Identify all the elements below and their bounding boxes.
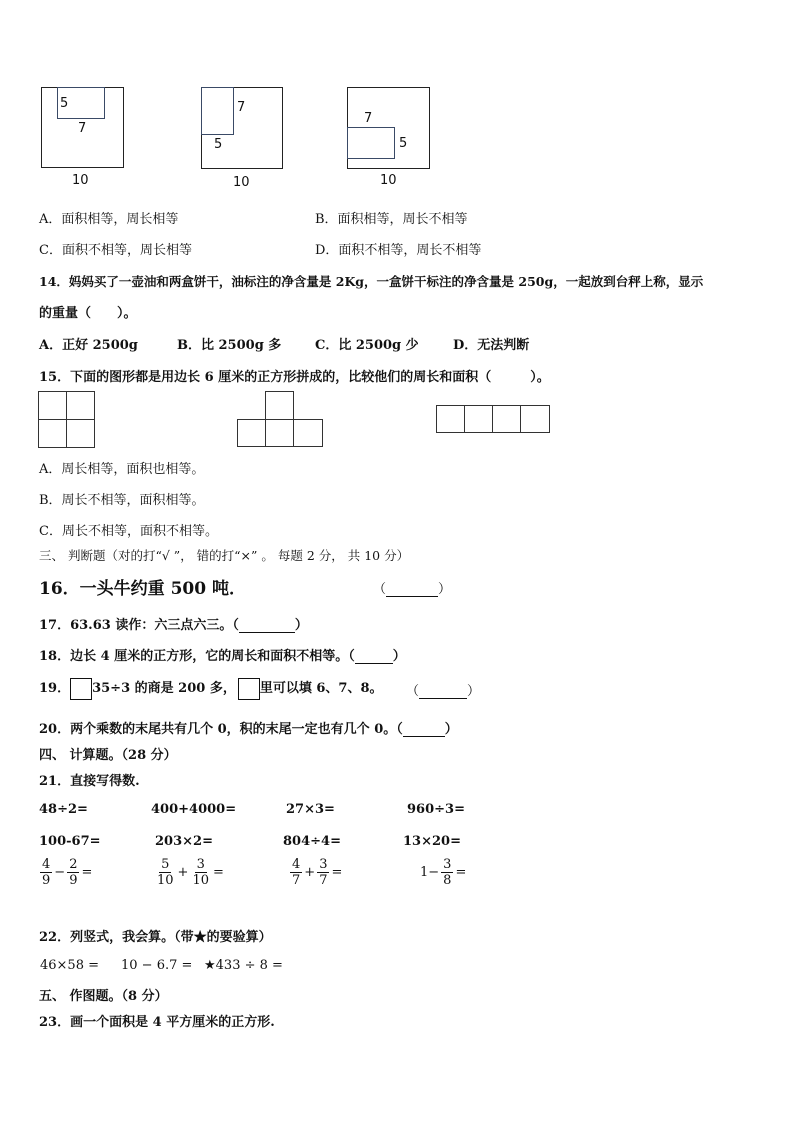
q18 (39, 645, 406, 664)
q21-item: 27×3= (286, 802, 335, 817)
numerator: 3 (319, 857, 328, 872)
q22-title: 22．列竖式，我会算。（带★的要验算） (39, 930, 272, 945)
equals: = (331, 865, 343, 880)
q21-title: 21．直接写得数. (39, 774, 140, 789)
denominator: 8 (443, 873, 452, 888)
answer-blank[interactable] (419, 686, 467, 699)
whole-minus: 1− (420, 865, 440, 880)
figure-label: 5 (214, 137, 223, 152)
denominator: 9 (42, 873, 51, 888)
q13-option-c: C．面积不相等，周长相等 (39, 243, 192, 258)
section-5-heading: 五、 作图题。（8 分） (39, 989, 168, 1004)
numerator: 4 (292, 857, 301, 872)
q22-item: ★433 ÷ 8 = (204, 958, 283, 973)
equals: = (455, 865, 467, 880)
operator: + (177, 865, 189, 880)
numerator: 4 (42, 857, 51, 872)
fraction (155, 857, 176, 888)
q13-option-d: D．面积不相等，周长不相等 (315, 243, 482, 258)
equals: = (81, 865, 93, 880)
grid-cell (265, 391, 294, 420)
figure-label: 10 (233, 175, 250, 190)
q14-option-b: B．比 2500g 多 (177, 338, 282, 353)
denominator: 7 (292, 873, 301, 888)
numerator: 3 (196, 857, 205, 872)
q18-text: 18．边长 4 厘米的正方形，它的周长和面积不相等。（ (39, 649, 355, 664)
paren-close: ） (294, 618, 308, 633)
fill-box[interactable] (238, 678, 260, 700)
denominator: 9 (69, 873, 78, 888)
q19-answer (406, 680, 480, 699)
q14-option-d: D．无法判断 (453, 338, 530, 353)
grid-cell (38, 391, 67, 420)
q22-item: 10 − 6.7 = (121, 958, 193, 973)
q19-text-suffix: 里可以填 6、7、8。 (259, 681, 383, 696)
figure-label: 7 (364, 111, 373, 126)
figure-label: 5 (60, 96, 69, 111)
numerator: 3 (443, 857, 452, 872)
operator: − (54, 865, 66, 880)
grid-cell (436, 405, 465, 433)
paren-close: ） (467, 684, 481, 699)
answer-blank[interactable] (355, 651, 393, 664)
q16-answer (373, 578, 451, 597)
figure-label: 5 (399, 136, 408, 151)
q14-option-c: C．比 2500g 少 (315, 338, 419, 353)
denominator: 7 (319, 873, 328, 888)
q17-text: 17．63.63 读作：六三点六三。（ (39, 618, 239, 633)
section-4-heading: 四、 计算题。（28 分） (39, 748, 177, 763)
denominator: 10 (192, 873, 209, 888)
grid-cell (464, 405, 493, 433)
q21-item: 13×20= (403, 834, 461, 849)
q17 (39, 614, 308, 633)
fraction (441, 857, 453, 888)
figure-label: 7 (237, 100, 246, 115)
grid-cell (293, 419, 323, 447)
answer-blank[interactable] (239, 620, 295, 633)
q21-item: 203×2= (155, 834, 213, 849)
q19-text-mid: 35÷3 的商是 200 多， (92, 681, 236, 696)
answer-blank[interactable] (386, 584, 438, 597)
q15-text: 15．下面的图形都是用边长 6 厘米的正方形拼成的，比较他们的周长和面积（ ）。 (39, 370, 550, 385)
denominator: 10 (157, 873, 174, 888)
equals: = (213, 865, 224, 880)
grid-cell (237, 419, 266, 447)
grid-cell (265, 419, 294, 447)
fraction-expression (420, 857, 466, 888)
figure-label: 7 (78, 121, 87, 136)
grid-cell (66, 391, 95, 420)
operator: + (304, 865, 316, 880)
grid-cell (492, 405, 521, 433)
paren-close: ） (392, 649, 406, 664)
q13-option-b: B．面积相等，周长不相等 (315, 212, 468, 227)
figure-label: 10 (380, 173, 397, 188)
figure-label: 10 (72, 173, 89, 188)
inner-rect (201, 87, 234, 135)
q21-item: 804÷4= (283, 834, 341, 849)
q14-text-line1: 14．妈妈买了一壶油和两盒饼干，油标注的净含量是 2Kg，一盒饼干标注的净含量是 250g，一起放到台秤上称，显示 (39, 274, 704, 289)
numerator: 5 (161, 857, 170, 872)
grid-cell (520, 405, 550, 433)
q15-option-c: C．周长不相等，面积不相等。 (39, 524, 218, 539)
q22-item: 46×58 = (40, 958, 100, 973)
grid-cell (38, 419, 67, 448)
q23-text: 23．画一个面积是 4 平方厘米的正方形. (39, 1015, 275, 1030)
inner-rect (347, 127, 395, 159)
q15-option-a: A．周长相等，面积也相等。 (39, 462, 205, 477)
fraction-expression (290, 857, 342, 888)
fraction (190, 857, 211, 888)
section-3-heading: 三、 判断题（对的打“√ ”， 错的打“×” 。 每题 2 分， 共 10 分） (39, 548, 410, 563)
q14-option-a: A．正好 2500g (39, 338, 138, 353)
paren-close: ） (438, 582, 452, 597)
paren-open: （ (373, 582, 387, 597)
q15-option-b: B．周长不相等，面积相等。 (39, 493, 205, 508)
answer-blank[interactable] (403, 724, 445, 737)
fraction (40, 857, 52, 888)
grid-cell (66, 419, 95, 448)
q21-item: 960÷3= (407, 802, 465, 817)
q13-option-a: A．面积相等，周长相等 (39, 212, 179, 227)
fraction (290, 857, 302, 888)
q19 (39, 677, 383, 701)
paren-close: ） (444, 722, 458, 737)
fill-box[interactable] (70, 678, 92, 700)
q16-text: 16．一头牛约重 500 吨． (39, 579, 246, 599)
q20-text: 20．两个乘数的末尾共有几个 0，积的末尾一定也有几个 0。（ (39, 722, 403, 737)
q14-text-line2: 的重量（ ）。 (39, 306, 137, 321)
fraction-expression (155, 857, 224, 888)
q20 (39, 718, 458, 737)
fraction (317, 857, 329, 888)
q16 (39, 574, 246, 599)
fraction-expression (40, 857, 92, 888)
paren-open: （ (406, 684, 420, 699)
numerator: 2 (69, 857, 78, 872)
q21-item: 48÷2= (39, 802, 88, 817)
q19-number: 19． (39, 681, 71, 696)
q21-item: 400+4000= (151, 802, 237, 817)
q21-item: 100-67= (39, 834, 101, 849)
fraction (67, 857, 79, 888)
